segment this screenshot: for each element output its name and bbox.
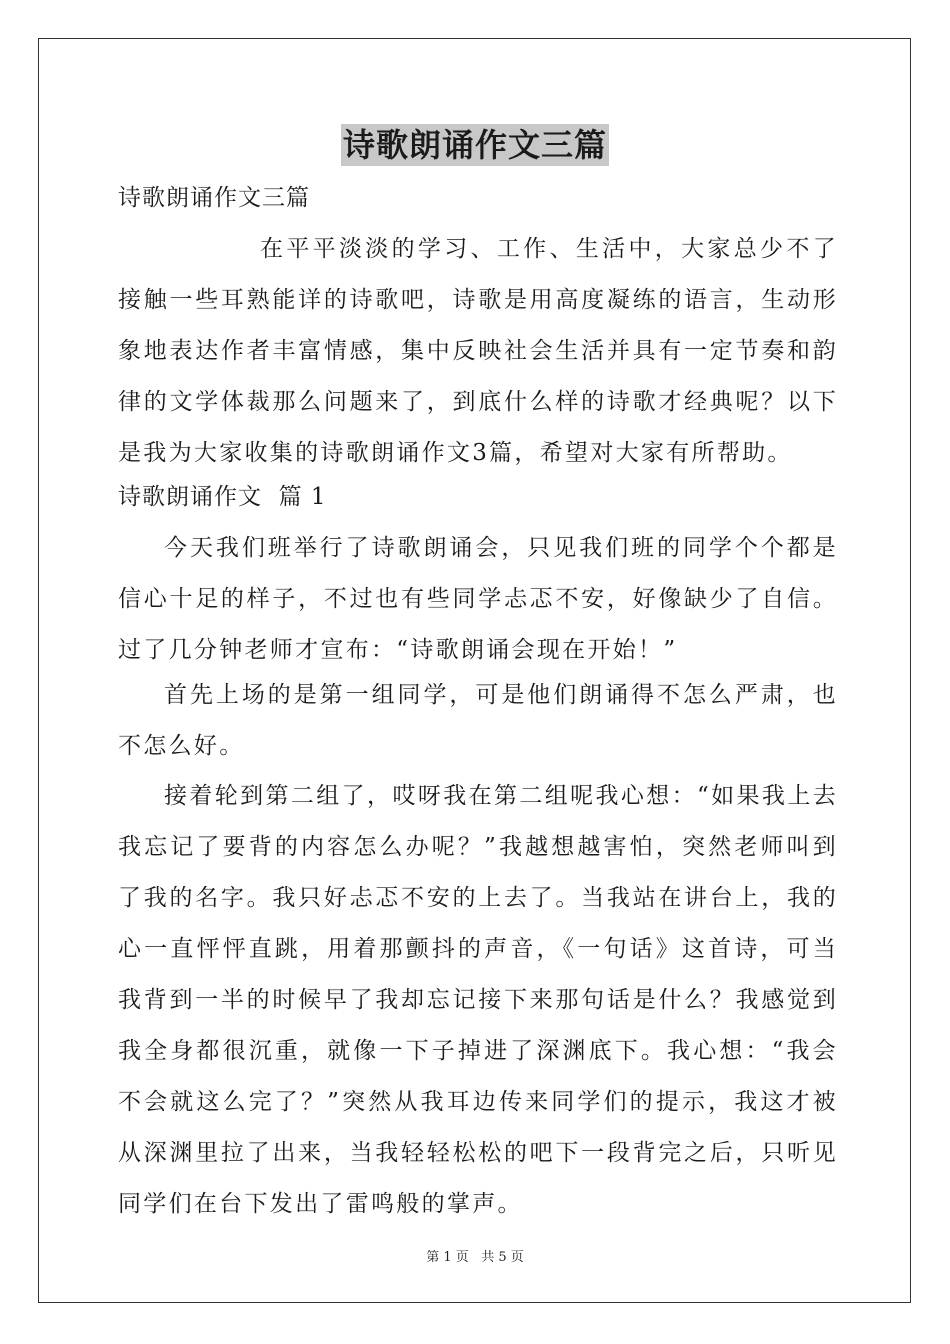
section-heading: 诗歌朗诵作文 篇 1 [118, 484, 327, 510]
document-title: 诗歌朗诵作文三篇 [342, 126, 607, 164]
body-paragraph: 接着轮到第二组了，哎呀我在第二组呢我心想：“如果我上去我忘记了要背的内容怎么办呢？”我越想越害怕，突然老师叫到了我的名字。我只好忐忑不安的上去了。当我站在讲台上，我的心一直怦怦直跳，用着那颤抖的声音，《一句话》这首诗，可当我背到一半的时候早了我却忘记接下来那句话是什么？我感觉到我全身都很沉重，就像一下子掉进了深渊底下。我心想：“我会不会就这么完了？”突然从我耳边传来同学们的提示，我这才被从深渊里拉了出来，当我轻轻松松的吧下一段背完之后，只听见同学们在台下发出了雷鸣般的掌声。 [118, 783, 838, 1217]
body-paragraph: 今天我们班举行了诗歌朗诵会，只见我们班的同学个个都是信心十足的样子，不过也有些同学忐忑不安，好像缺少了自信。过了几分钟老师才宣布：“诗歌朗诵会现在开始！” [118, 535, 838, 663]
page-footer: 第 1 页 共 5 页 [426, 1250, 524, 1265]
body-paragraph: 首先上场的是第一组同学，可是他们朗诵得不怎么严肃，也不怎么好。 [118, 682, 838, 759]
title-container [0, 124, 950, 166]
document-subtitle: 诗歌朗诵作文三篇 [118, 185, 310, 211]
intro-paragraph: 在平平淡淡的学习、工作、生活中，大家总少不了接触一些耳熟能详的诗歌吧，诗歌是用高度凝练的语言，生动形象地表达作者丰富情感，集中反映社会生活并具有一定节奏和韵律的文学体裁那么问题来了，到底什么样的诗歌才经典呢？以下是我为大家收集的诗歌朗诵作文3篇，希望对大家有所帮助。 [118, 236, 838, 466]
